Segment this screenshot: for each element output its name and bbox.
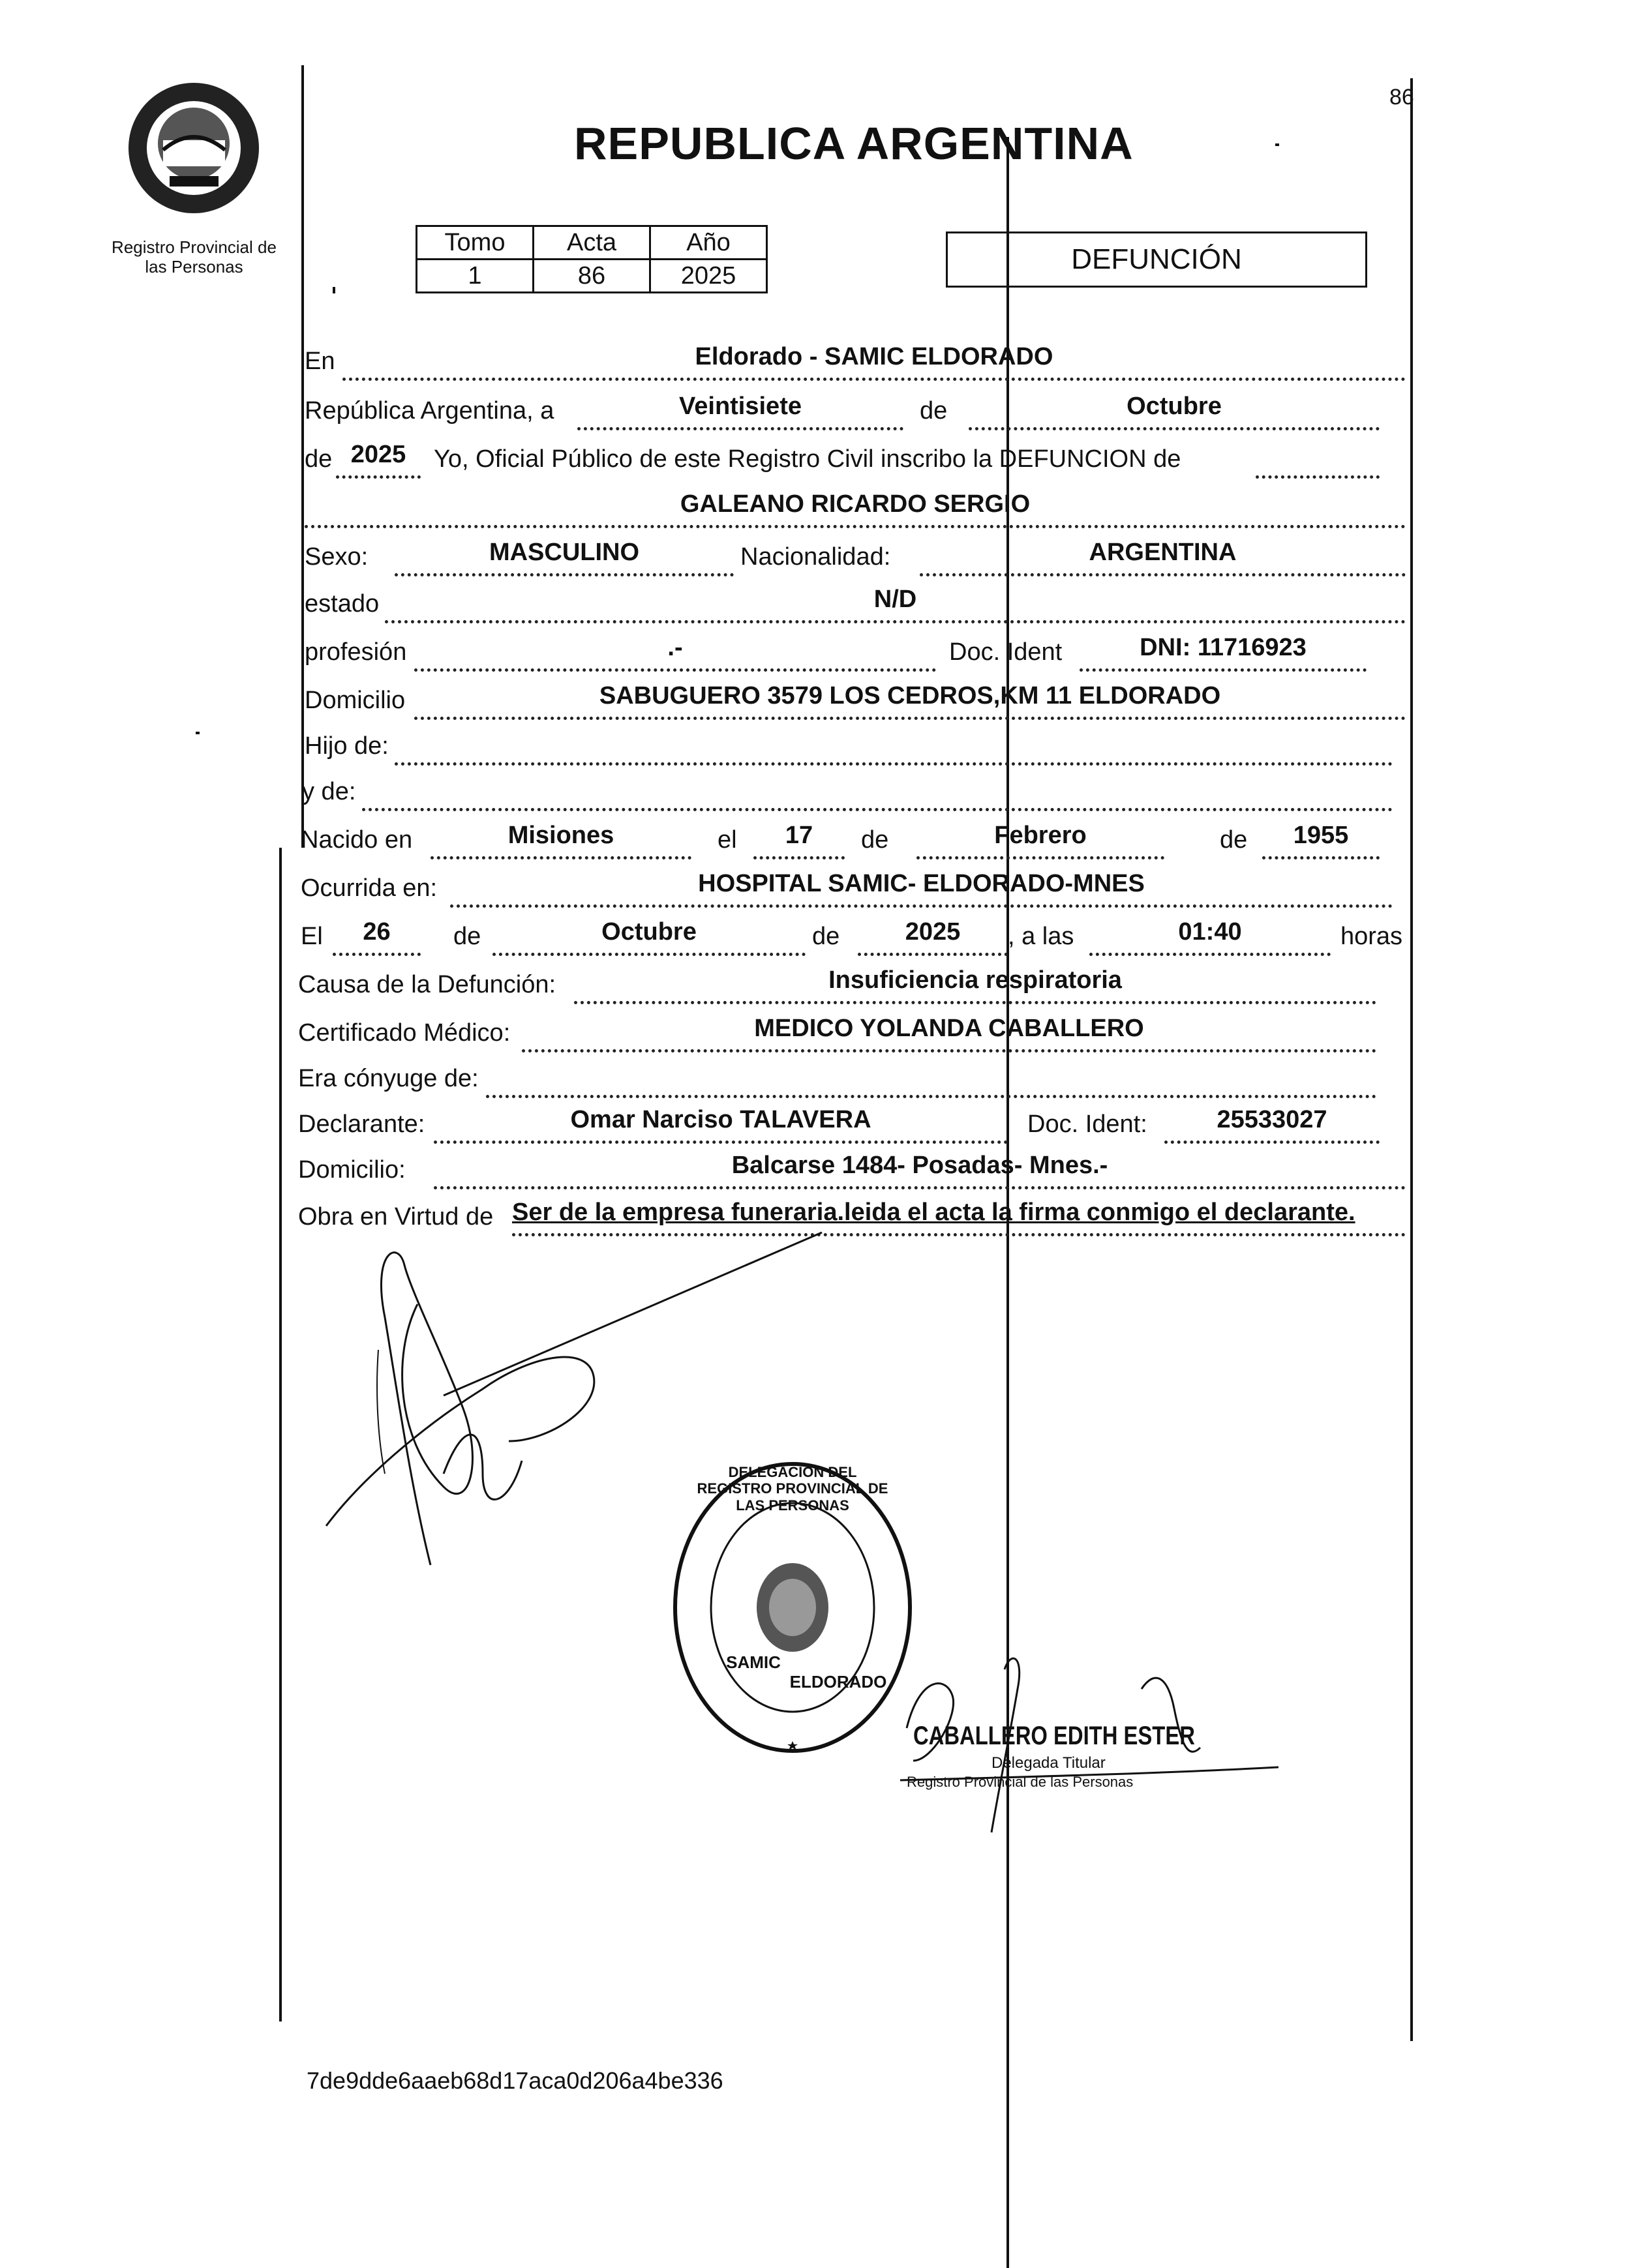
cert-value: MEDICO YOLANDA CABALLERO bbox=[754, 1015, 1144, 1042]
causa-value: Insuficiencia respiratoria bbox=[828, 966, 1122, 994]
prof-label: profesión bbox=[305, 638, 407, 666]
row-certificado bbox=[297, 1011, 1406, 1056]
alas-label: , a las bbox=[1008, 923, 1074, 950]
sexo-value: MASCULINO bbox=[489, 539, 640, 566]
anio-value: 2025 bbox=[650, 260, 767, 293]
tomo-header: Tomo bbox=[417, 226, 534, 260]
de-label-5: de bbox=[453, 923, 481, 950]
dom2-label: Domicilio: bbox=[298, 1156, 406, 1184]
seal-inner-left: SAMIC bbox=[726, 1652, 781, 1672]
row-nacido bbox=[297, 818, 1406, 863]
anio-header: Año bbox=[650, 226, 767, 260]
sexo-label: Sexo: bbox=[305, 543, 369, 571]
de-label-2: de bbox=[305, 445, 333, 473]
rep-label: República Argentina, a bbox=[305, 397, 554, 425]
ocurrida-label: Ocurrida en: bbox=[301, 874, 438, 902]
declarante-value: Omar Narciso TALAVERA bbox=[570, 1106, 871, 1133]
nacido-dia: 17 bbox=[785, 822, 813, 849]
rep-day: Veintisiete bbox=[679, 393, 802, 420]
dom-label: Domicilio bbox=[305, 687, 406, 714]
row-estado bbox=[297, 582, 1406, 627]
ocurrida-value: HOSPITAL SAMIC- ELDORADO-MNES bbox=[698, 870, 1145, 897]
row-fecha-muerte bbox=[297, 914, 1406, 960]
de-label-3: de bbox=[861, 826, 889, 854]
cert-label: Certificado Médico: bbox=[298, 1019, 511, 1047]
muerte-dia: 26 bbox=[363, 918, 391, 946]
dom2-value: Balcarse 1484- Posadas- Mnes.- bbox=[731, 1152, 1108, 1179]
stray-mark bbox=[333, 287, 335, 293]
conyuge-label: Era cónyuge de: bbox=[298, 1065, 479, 1092]
row-conyuge bbox=[297, 1056, 1406, 1102]
yde-label: y de: bbox=[302, 778, 356, 805]
estado-value: N/D bbox=[873, 586, 917, 613]
prof-value: .- bbox=[667, 634, 683, 661]
row-domicilio bbox=[297, 678, 1406, 724]
left-margin-line-lower bbox=[279, 848, 282, 2022]
doc-label: Doc. Ident bbox=[949, 638, 1063, 666]
muerte-mes: Octubre bbox=[601, 918, 697, 946]
horas-label: horas bbox=[1340, 923, 1403, 950]
seal-inner-right: ELDORADO bbox=[789, 1672, 887, 1692]
acta-header: Acta bbox=[534, 226, 650, 260]
row-yde bbox=[297, 769, 1406, 815]
de-label-6: de bbox=[812, 923, 840, 950]
nacido-label: Nacido en bbox=[301, 826, 413, 854]
row-ocurrida bbox=[297, 866, 1406, 912]
row-declarante bbox=[297, 1102, 1406, 1148]
org-line-2: las Personas bbox=[145, 256, 243, 276]
obra-label: Obra en Virtud de bbox=[298, 1203, 494, 1231]
row-profesion bbox=[297, 630, 1406, 676]
page-number: 86 bbox=[1389, 85, 1414, 110]
en-label: En bbox=[305, 348, 335, 375]
row-domicilio-declarante bbox=[297, 1148, 1406, 1193]
muerte-hora: 01:40 bbox=[1178, 918, 1242, 946]
row-republica bbox=[297, 389, 1406, 434]
nacido-mes: Febrero bbox=[994, 822, 1087, 849]
record-table bbox=[416, 225, 768, 293]
seal-ring-text: DELEGACION DEL REGISTRO PROVINCIAL DE LAS PERSONAS bbox=[697, 1464, 888, 1514]
org-name bbox=[88, 238, 300, 277]
row-causa bbox=[297, 962, 1406, 1008]
obra-value: Ser de la empresa funeraria.leida el acta la firma conmigo el declarante. bbox=[512, 1199, 1355, 1226]
rep-month: Octubre bbox=[1127, 393, 1222, 420]
nac-value: ARGENTINA bbox=[1089, 539, 1237, 566]
row-deceased-name bbox=[297, 486, 1406, 532]
doc-value: DNI: 11716923 bbox=[1140, 634, 1307, 661]
muerte-anio: 2025 bbox=[905, 918, 961, 946]
official-role: Delegada Titular bbox=[991, 1754, 1106, 1772]
de-label-4: de bbox=[1220, 826, 1248, 854]
declarante-label: Declarante: bbox=[298, 1111, 425, 1138]
official-office: Registro Provincial de las Personas bbox=[907, 1774, 1134, 1790]
stray-mark bbox=[196, 732, 200, 734]
row-sexo bbox=[297, 535, 1406, 580]
nacido-anio: 1955 bbox=[1293, 822, 1349, 849]
official-name: CABALLERO EDITH ESTER bbox=[913, 1722, 1195, 1750]
row-hijo bbox=[297, 724, 1406, 769]
deceased-name: GALEANO RICARDO SERGIO bbox=[680, 490, 1031, 518]
right-margin-line bbox=[1410, 78, 1413, 2041]
nac-label: Nacionalidad: bbox=[740, 543, 891, 571]
yo-text: Yo, Oficial Público de este Registro Civil inscribo la DEFUNCION de bbox=[434, 445, 1181, 473]
row-yo bbox=[297, 437, 1406, 483]
hijo-label: Hijo de: bbox=[305, 732, 389, 760]
registry-seal bbox=[669, 1457, 916, 1757]
dom-value: SABUGUERO 3579 LOS CEDROS,KM 11 ELDORADO bbox=[599, 682, 1221, 709]
estado-label: estado bbox=[305, 590, 380, 618]
el2-label: El bbox=[301, 923, 323, 950]
row-en bbox=[297, 339, 1406, 385]
org-line-1: Registro Provincial de bbox=[112, 237, 277, 257]
en-value: Eldorado - SAMIC ELDORADO bbox=[695, 343, 1053, 370]
rep-year: 2025 bbox=[350, 441, 406, 468]
record-type-box: DEFUNCIÓN bbox=[946, 231, 1367, 288]
doc2-value: 25533027 bbox=[1217, 1106, 1327, 1133]
province-logo bbox=[124, 78, 264, 218]
official-signature bbox=[894, 1650, 1285, 1845]
stray-mark bbox=[1275, 143, 1279, 146]
doc2-label: Doc. Ident: bbox=[1027, 1111, 1147, 1138]
causa-label: Causa de la Defunción: bbox=[298, 971, 556, 998]
document-hash: 7de9dde6aaeb68d17aca0d206a4be336 bbox=[307, 2067, 723, 2094]
page-title: REPUBLICA ARGENTINA bbox=[574, 118, 1134, 169]
acta-value: 86 bbox=[534, 260, 650, 293]
el-label: el bbox=[718, 826, 737, 854]
de-label-1: de bbox=[920, 397, 948, 425]
tomo-value: 1 bbox=[417, 260, 534, 293]
nacido-lugar: Misiones bbox=[507, 822, 614, 849]
